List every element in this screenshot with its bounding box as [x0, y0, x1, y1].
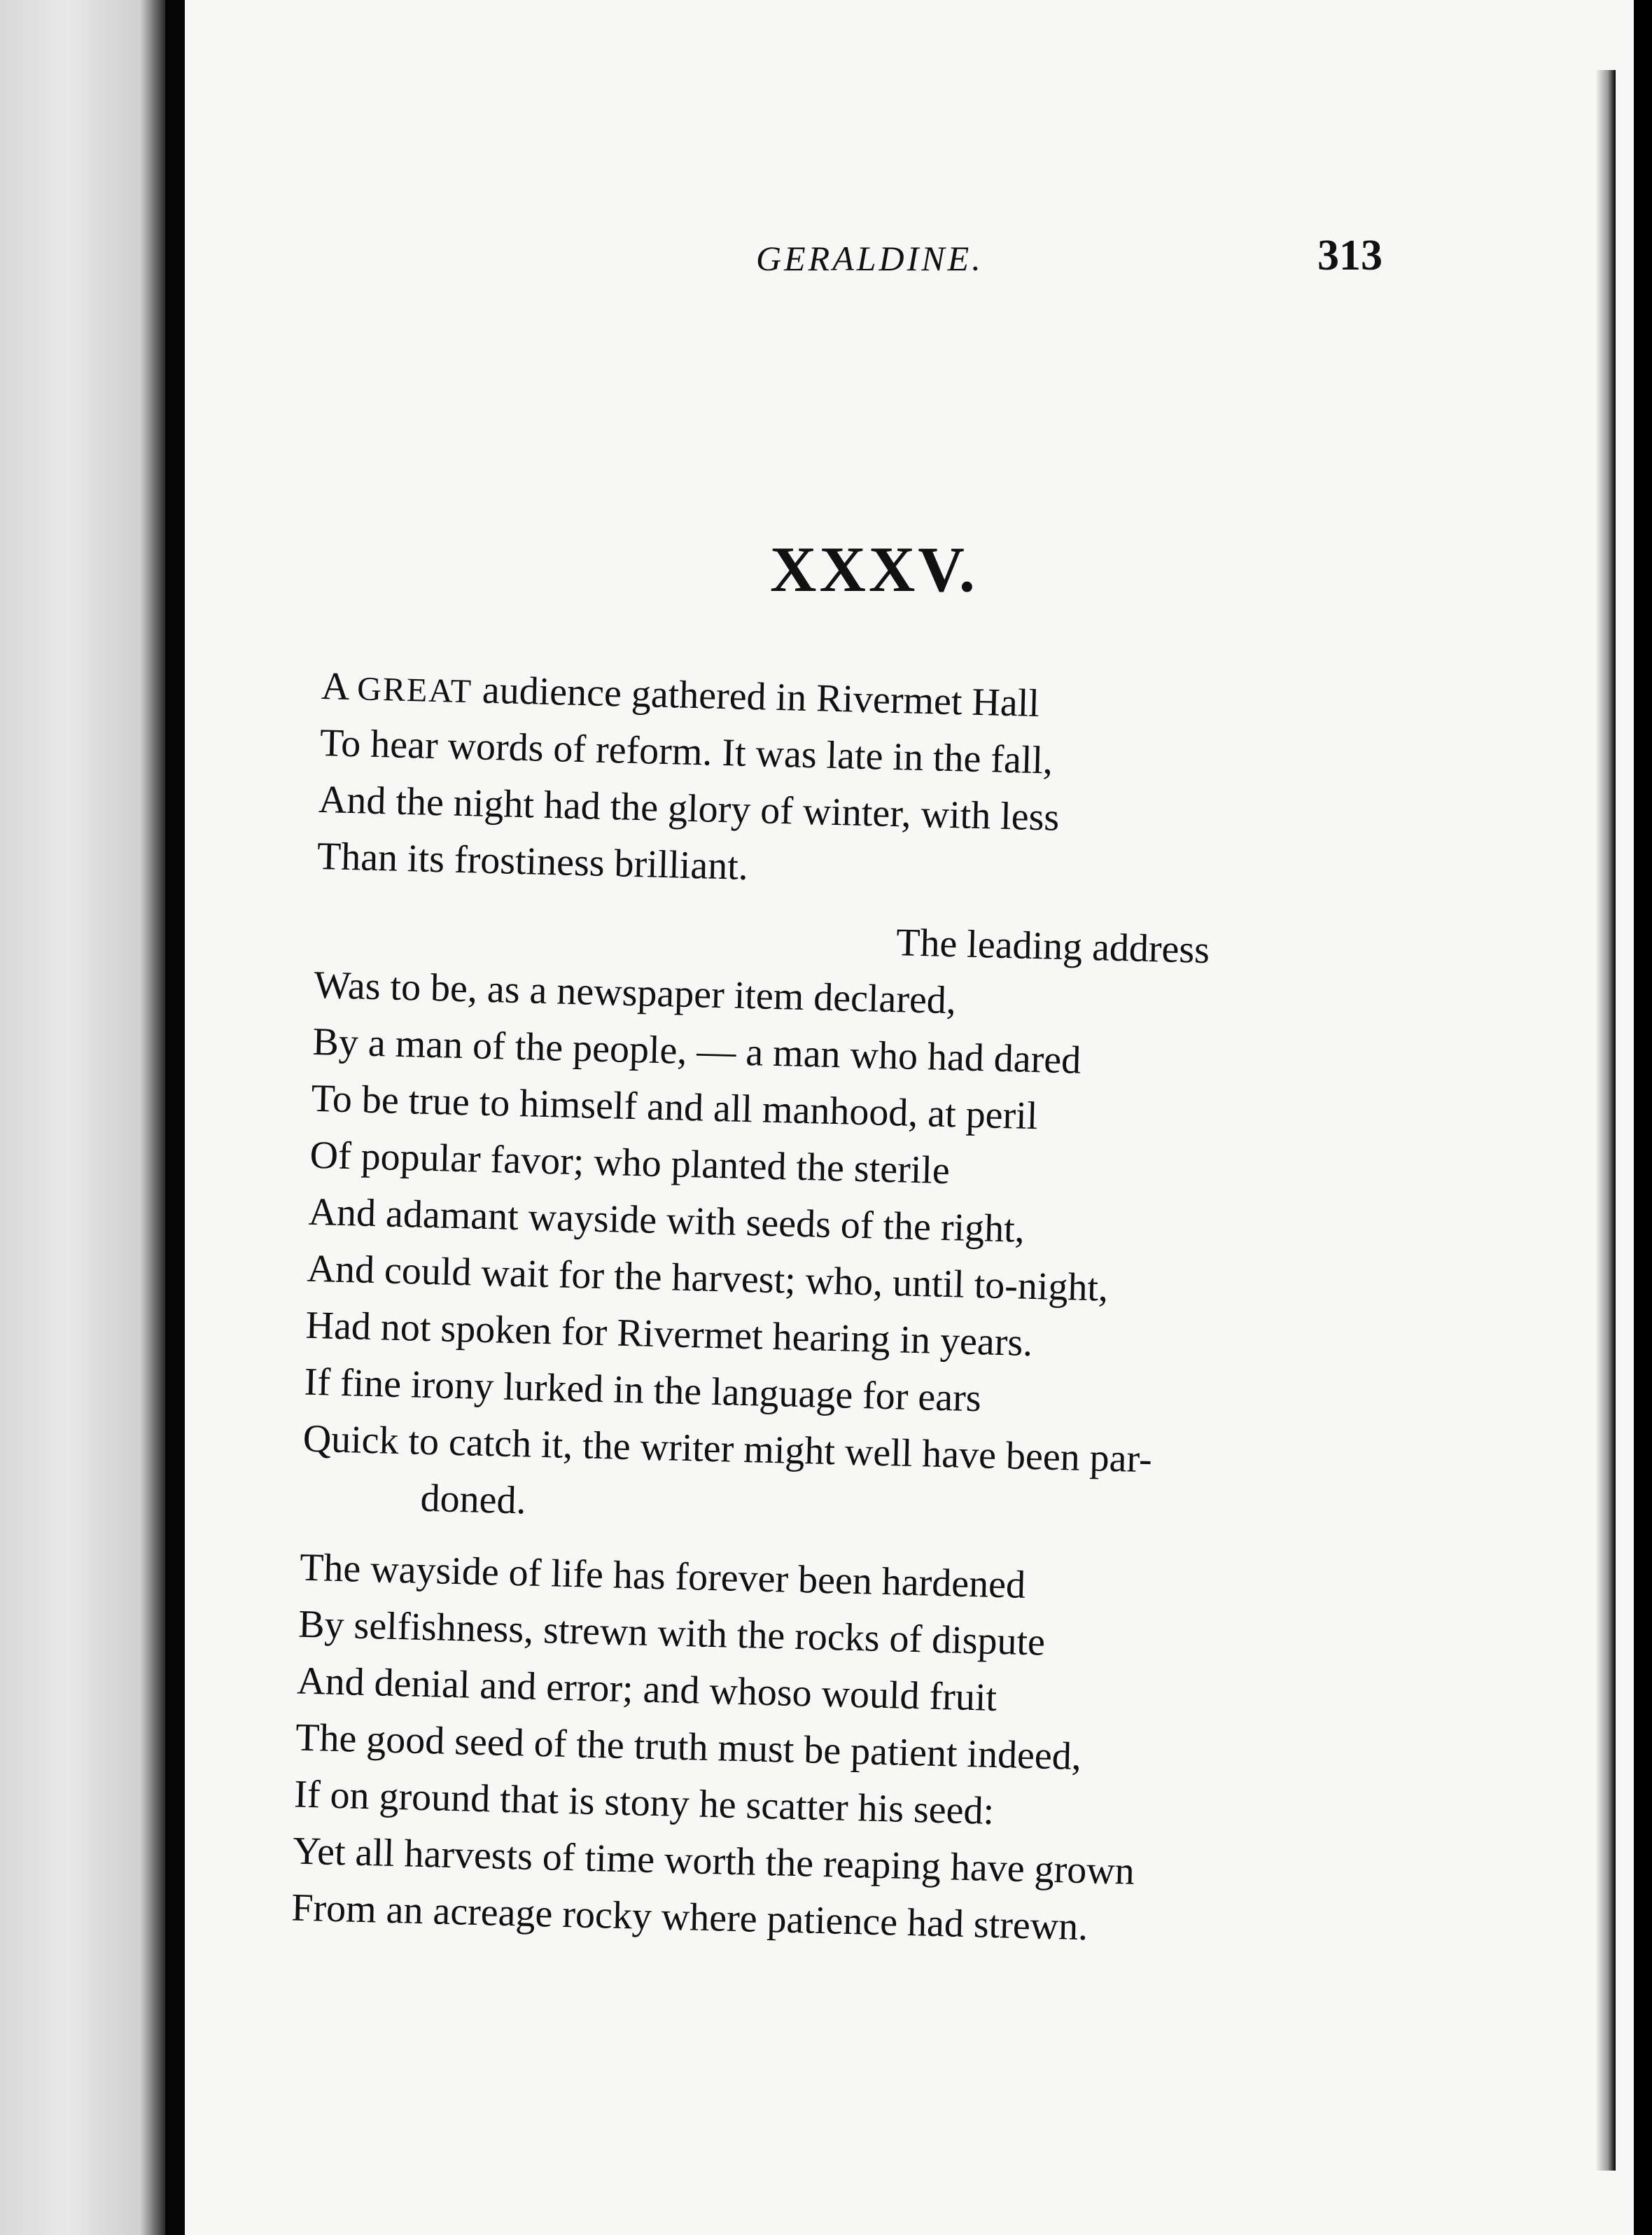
- poem-line: By a man of the people, — a man who had dared: [312, 1019, 1082, 1082]
- opening-smallcaps: GREAT: [356, 670, 473, 711]
- poem-line: The wayside of life has forever been hardened: [299, 1545, 1026, 1607]
- poem-line: And adamant wayside with seeds of the right,: [307, 1190, 1026, 1251]
- poem-line: Was to be, as a newspaper item declared,: [313, 963, 957, 1023]
- poem-line: The leading address: [895, 921, 1210, 973]
- running-head: GERALDINE.: [756, 239, 983, 278]
- poem-line-text: audience gathered in Rivermet Hall: [472, 668, 1040, 726]
- poem-line: Quick to catch it, the writer might well have been par-: [302, 1416, 1153, 1482]
- poem-line: The good seed of the truth must be patient indeed,: [295, 1715, 1082, 1778]
- poem-line: And denial and error; and whoso would fruit: [296, 1659, 997, 1720]
- poem-line: If on ground that is stony he scatter his seed:: [293, 1772, 995, 1833]
- poem-line: To hear words of reform. It was late in the fall,: [319, 720, 1054, 783]
- poem-line: And the night had the glory of winter, with less: [318, 777, 1060, 840]
- facing-page-edge: [0, 0, 165, 2235]
- poem-text: [290, 658, 1413, 1963]
- opening-word: A: [321, 664, 349, 709]
- poem-line: Than its frostiness brilliant.: [316, 834, 749, 889]
- chapter-heading: XXXV.: [770, 534, 978, 605]
- poem-line: Yet all harvests of time worth the reaping have grown: [292, 1829, 1135, 1893]
- poem-line: From an acreage rocky where patience had strewn.: [290, 1886, 1088, 1949]
- poem-line: doned.: [419, 1476, 527, 1523]
- poem-line: If fine irony lurked in the language for ears: [303, 1360, 982, 1421]
- poem-line: Had not spoken for Rivermet hearing in years.: [304, 1303, 1033, 1365]
- page-edge-shadow: [1596, 70, 1616, 2171]
- poem-line: And could wait for the harvest; who, until to-night,: [306, 1246, 1109, 1310]
- poem-line: Of popular favor; who planted the sterile: [309, 1133, 951, 1193]
- poem-line: By selfishness, strewn with the rocks of dispute: [298, 1602, 1046, 1664]
- page-number: 313: [1317, 232, 1382, 279]
- book-gutter: [165, 0, 185, 2235]
- poem-line: To be true to himself and all manhood, at peril: [310, 1076, 1039, 1139]
